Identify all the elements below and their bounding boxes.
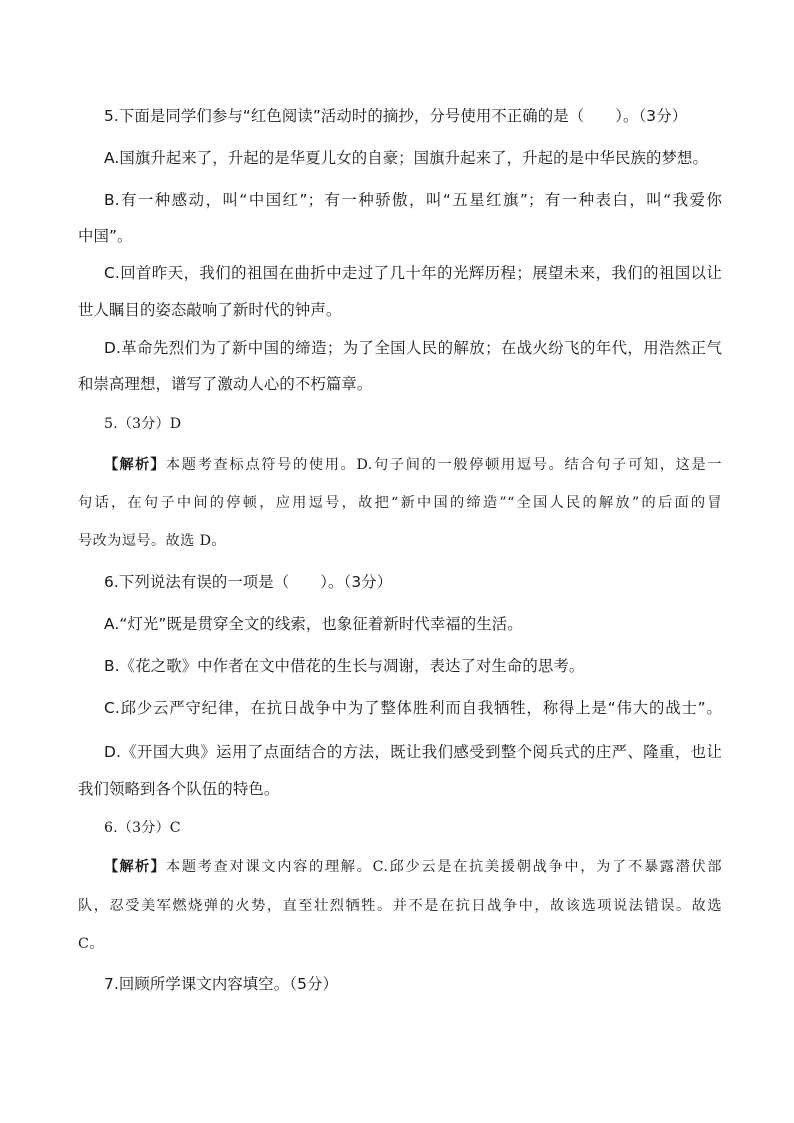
question-5-option-a: A.国旗升起来了，升起的是华夏儿女的自豪；国旗升起来了，升起的是中华民族的梦想。 [104,149,708,167]
question-5-stem: 5.下面是同学们参与“红色阅读”活动时的摘抄，分号使用不正确的是（ ）。（3分） [104,107,688,125]
analysis-tag: 【解析】 [104,457,166,473]
question-6-analysis-line1 [104,857,722,877]
question-5-answer: 5.（3分）D [104,416,182,432]
question-5-analysis-line3: 号改为逗号。故选 D。 [78,533,226,549]
analysis-text: 本题考查对课文内容的理解。C.邱少云是在抗美援朝战争中，为了不暴露潜伏部 [165,859,722,875]
question-6-answer: 6.（3分）C [104,820,181,836]
question-5-analysis-line2: 句话，在句子中间的停顿，应用逗号，故把“新中国的缔造”“全国人民的解放”的后面的冒 [78,495,722,511]
question-5-option-d-line1: D.革命先烈们为了新中国的缔造；为了全国人民的解放；在战火纷飞的年代，用浩然正气 [104,339,722,357]
question-6-analysis-line3: C。 [78,936,104,952]
analysis-text: 本题考查标点符号的使用。D.句子间的一般停顿用逗号。结合句子可知，这是一 [165,457,722,473]
question-6-option-b: B.《花之歌》中作者在文中借花的生长与凋谢，表达了对生命的思考。 [104,657,585,675]
question-5-option-b-line1: B.有一种感动，叫“中国红”；有一种骄傲，叫“五星红旗”；有一种表白，叫“我爱你 [104,191,722,209]
question-6-stem: 6.下列说法有误的一项是（ ）。（3分） [104,573,393,591]
question-7-stem: 7.回顾所学课文内容填空。（5分） [104,975,338,993]
question-5-option-d-line2: 和崇高理想，谱写了激动人心的不朽篇章。 [78,375,373,393]
question-5-option-c-line2: 世人瞩目的姿态敲响了新时代的钟声。 [78,301,342,319]
question-6-option-d-line2: 我们领略到各个队伍的特色。 [78,780,280,798]
question-6-option-c: C.邱少云严守纪律，在抗日战争中为了整体胜利而自我牺牲，称得上是“伟大的战士”。 [104,699,722,717]
question-5-analysis-line1 [104,455,722,475]
question-5-option-c-line1: C.回首昨天，我们的祖国在曲折中走过了几十年的光辉历程；展望未来，我们的祖国以让 [104,264,722,282]
question-6-option-a: A.“灯光”既是贯穿全文的线索，也象征着新时代幸福的生活。 [104,615,523,633]
question-6-analysis-line2: 队，忍受美军燃烧弹的火势，直至壮烈牺牲。并不是在抗日战争中，故该选项说法错误。故选 [78,898,722,914]
analysis-tag: 【解析】 [104,859,166,875]
question-6-option-d-line1: D.《开国大典》运用了点面结合的方法，既让我们感受到整个阅兵式的庄严、隆重，也让 [104,743,722,761]
question-5-option-b-line2: 中国”。 [78,227,133,245]
